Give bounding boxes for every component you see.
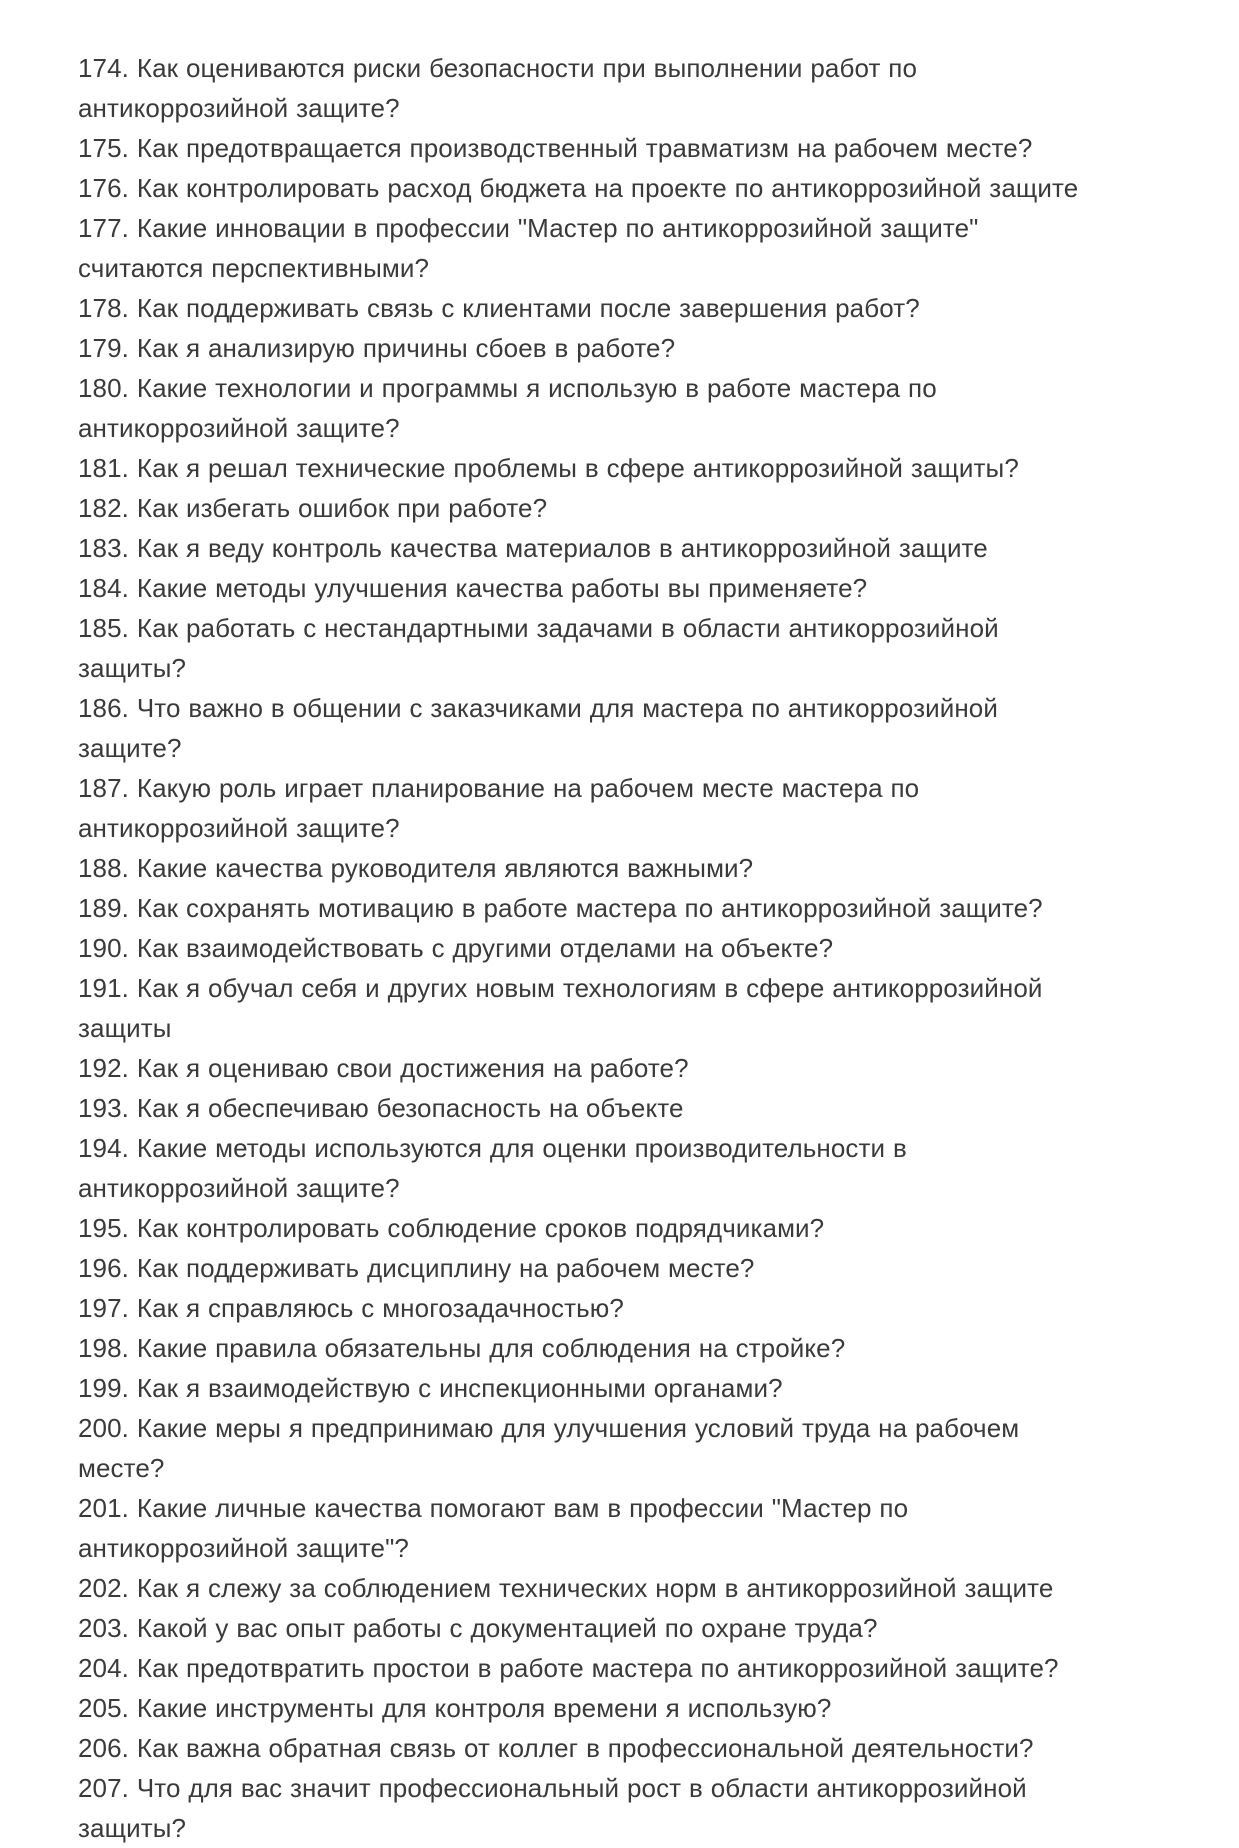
question-number: 194. (78, 1133, 130, 1163)
question-item (78, 688, 1083, 768)
question-text: Как я обеспечиваю безопасность на объекте (136, 1093, 684, 1123)
question-text: Что важно в общении с заказчиками для мастера по антикоррозийной защите? (78, 693, 998, 763)
question-number: 191. (78, 973, 130, 1003)
question-text: Какие методы используются для оценки производительности в антикоррозийной защите? (78, 1133, 907, 1203)
question-text: Как взаимодействовать с другими отделами на объекте? (136, 933, 834, 963)
question-number: 189. (78, 893, 130, 923)
question-text: Какие методы улучшения качества работы вы применяете? (136, 573, 868, 603)
question-number: 187. (78, 773, 130, 803)
question-item (78, 848, 1083, 888)
question-text: Как избегать ошибок при работе? (136, 493, 548, 523)
question-number: 207. (78, 1773, 130, 1803)
question-text: Как работать с нестандартными задачами в области антикоррозийной защиты? (78, 613, 999, 683)
question-item (78, 328, 1083, 368)
question-item (78, 928, 1083, 968)
question-item (78, 1768, 1083, 1848)
question-item (78, 488, 1083, 528)
question-item (78, 1128, 1083, 1208)
question-number: 199. (78, 1373, 130, 1403)
question-item (78, 1248, 1083, 1288)
question-number: 206. (78, 1733, 130, 1763)
question-number: 204. (78, 1653, 130, 1683)
question-item (78, 1288, 1083, 1328)
question-text: Как я решал технические проблемы в сфере антикоррозийной защиты? (136, 453, 1019, 483)
question-text: Как поддерживать дисциплину на рабочем месте? (136, 1253, 755, 1283)
question-number: 201. (78, 1493, 130, 1523)
question-number: 205. (78, 1693, 130, 1723)
question-number: 192. (78, 1053, 130, 1083)
question-text: Какие технологии и программы я использую в работе мастера по антикоррозийной защите? (78, 373, 937, 443)
question-number: 202. (78, 1573, 130, 1603)
question-item (78, 1088, 1083, 1128)
question-item (78, 208, 1083, 288)
question-number: 181. (78, 453, 130, 483)
question-text: Какие меры я предпринимаю для улучшения условий труда на рабочем месте? (78, 1413, 1020, 1483)
question-text: Какие качества руководителя являются важными? (136, 853, 754, 883)
question-item (78, 568, 1083, 608)
question-text: Какие инструменты для контроля времени я использую? (136, 1693, 832, 1723)
question-item (78, 528, 1083, 568)
question-item (78, 968, 1083, 1048)
question-text: Как оцениваются риски безопасности при выполнении работ по антикоррозийной защите? (78, 53, 918, 123)
question-number: 190. (78, 933, 130, 963)
question-text: Как я обучал себя и других новым технологиям в сфере антикоррозийной защиты (78, 973, 1043, 1043)
question-number: 186. (78, 693, 130, 723)
question-item (78, 768, 1083, 848)
question-number: 184. (78, 573, 130, 603)
question-number: 176. (78, 173, 130, 203)
question-item (78, 1208, 1083, 1248)
question-text: Как я справляюсь с многозадачностью? (136, 1293, 624, 1323)
question-text: Какую роль играет планирование на рабочем месте мастера по антикоррозийной защите? (78, 773, 920, 843)
question-text: Как я веду контроль качества материалов в антикоррозийной защите (136, 533, 988, 563)
question-number: 185. (78, 613, 130, 643)
question-number: 175. (78, 133, 130, 163)
question-item (78, 1728, 1083, 1768)
question-number: 188. (78, 853, 130, 883)
question-text: Что для вас значит профессиональный рост в области антикоррозийной защиты? (78, 1773, 1027, 1843)
question-number: 198. (78, 1333, 130, 1363)
question-item (78, 1488, 1083, 1568)
question-item (78, 608, 1083, 688)
question-number: 183. (78, 533, 130, 563)
question-item (78, 168, 1083, 208)
question-text: Какой у вас опыт работы с документацией по охране труда? (136, 1613, 878, 1643)
question-text: Какие инновации в профессии "Мастер по антикоррозийной защите" считаются перспективными? (78, 213, 979, 283)
question-text: Как я анализирую причины сбоев в работе? (136, 333, 676, 363)
question-item (78, 1048, 1083, 1088)
question-number: 180. (78, 373, 130, 403)
question-item (78, 368, 1083, 448)
question-number: 177. (78, 213, 130, 243)
question-item (78, 1368, 1083, 1408)
question-number: 179. (78, 333, 130, 363)
question-text: Как контролировать соблюдение сроков подрядчиками? (136, 1213, 825, 1243)
question-number: 195. (78, 1213, 130, 1243)
question-text: Как контролировать расход бюджета на проекте по антикоррозийной защите (136, 173, 1079, 203)
question-text: Как я слежу за соблюдением технических норм в антикоррозийной защите (136, 1573, 1054, 1603)
question-item (78, 48, 1083, 128)
question-number: 193. (78, 1093, 130, 1123)
question-number: 197. (78, 1293, 130, 1323)
question-number: 203. (78, 1613, 130, 1643)
question-item (78, 1568, 1083, 1608)
question-text: Как я взаимодействую с инспекционными органами? (136, 1373, 783, 1403)
question-number: 196. (78, 1253, 130, 1283)
question-item (78, 288, 1083, 328)
question-text: Как предотвратить простои в работе мастера по антикоррозийной защите? (136, 1653, 1059, 1683)
question-item (78, 1608, 1083, 1648)
question-item (78, 1648, 1083, 1688)
question-item (78, 1688, 1083, 1728)
question-item (78, 448, 1083, 488)
question-text: Как поддерживать связь с клиентами после завершения работ? (136, 293, 920, 323)
question-item (78, 1328, 1083, 1368)
question-text: Как сохранять мотивацию в работе мастера по антикоррозийной защите? (136, 893, 1043, 923)
question-text: Как я оцениваю свои достижения на работе? (136, 1053, 689, 1083)
question-text: Какие правила обязательны для соблюдения на стройке? (136, 1333, 846, 1363)
question-number: 178. (78, 293, 130, 323)
question-item (78, 128, 1083, 168)
question-item (78, 1408, 1083, 1488)
question-number: 200. (78, 1413, 130, 1443)
question-item (78, 888, 1083, 928)
question-text: Какие личные качества помогают вам в профессии "Мастер по антикоррозийной защите"? (78, 1493, 909, 1563)
question-text: Как важна обратная связь от коллег в профессиональной деятельности? (136, 1733, 1034, 1763)
question-number: 182. (78, 493, 130, 523)
question-number: 174. (78, 53, 130, 83)
question-text: Как предотвращается производственный травматизм на рабочем месте? (136, 133, 1033, 163)
